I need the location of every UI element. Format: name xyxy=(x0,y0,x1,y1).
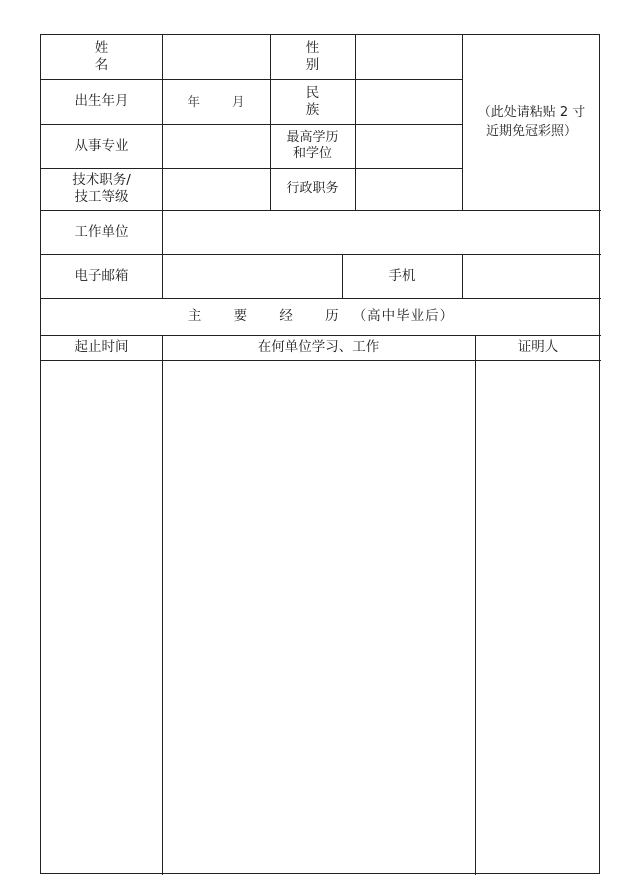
name-field[interactable] xyxy=(162,35,270,79)
experience-period-area[interactable] xyxy=(41,360,162,873)
photo-note-line2: 近期免冠彩照） xyxy=(485,123,577,139)
admin-title-field[interactable] xyxy=(355,168,462,210)
education-label-line2: 和学位 xyxy=(292,146,332,161)
education-label-line1: 最高学历 xyxy=(286,129,339,145)
column-header-unit: 在何单位学习、工作 xyxy=(257,339,380,356)
column-header-witness: 证明人 xyxy=(517,339,559,356)
column-header-period: 起止时间 xyxy=(74,339,129,356)
photo-area[interactable] xyxy=(462,35,601,210)
email-field[interactable] xyxy=(162,254,342,298)
ethnicity-label: 民 族 xyxy=(305,84,340,118)
email-label: 电子邮箱 xyxy=(74,267,129,284)
ethnicity-field[interactable] xyxy=(355,79,462,124)
phone-field[interactable] xyxy=(462,254,601,298)
birth-field[interactable]: 年 月 xyxy=(187,93,259,109)
workplace-label: 工作单位 xyxy=(74,223,129,240)
experience-section-title xyxy=(41,298,601,335)
tech-title-label xyxy=(41,168,162,210)
experience-witness-area[interactable] xyxy=(475,360,601,873)
tech-title-label-line1: 技术职务/ xyxy=(72,172,131,189)
gender-field[interactable] xyxy=(355,35,462,79)
major-label: 从事专业 xyxy=(74,137,129,154)
experience-title-main: 主 要 经 历 xyxy=(187,308,353,325)
education-label xyxy=(270,124,355,168)
gender-label: 性 别 xyxy=(305,40,340,73)
name-label: 姓 名 xyxy=(94,40,137,73)
major-field[interactable] xyxy=(162,124,270,168)
experience-title-sub: （高中毕业后） xyxy=(352,308,455,325)
photo-note-line1: （此处请粘贴 2 寸 xyxy=(477,104,586,120)
workplace-field[interactable] xyxy=(162,210,601,254)
registration-form xyxy=(40,34,600,874)
birth-label: 出生年月 xyxy=(74,93,129,110)
tech-title-field[interactable] xyxy=(162,168,270,210)
phone-label: 手机 xyxy=(388,267,416,284)
admin-title-label: 行政职务 xyxy=(286,180,339,196)
education-field[interactable] xyxy=(355,124,462,168)
experience-unit-area[interactable] xyxy=(162,360,475,873)
tech-title-label-line2: 技工等级 xyxy=(74,189,129,205)
